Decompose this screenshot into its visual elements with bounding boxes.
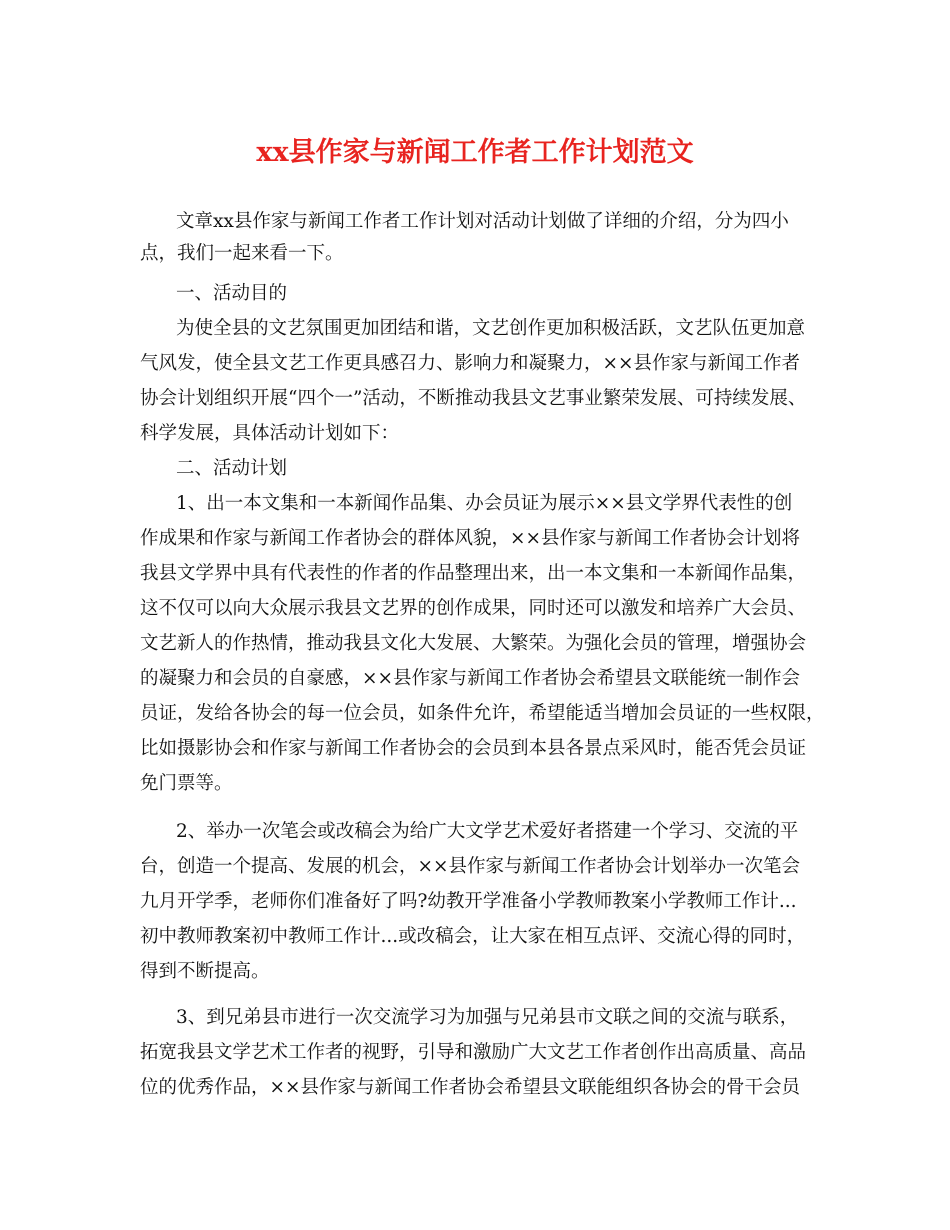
paragraph-line: 免门票等。 — [140, 773, 233, 794]
paragraph-line: 员证，发给各协会的每一位会员，如条件允许，希望能适当增加会员证的一些权限， — [140, 703, 825, 724]
paragraph-line: 1、出一本文集和一本新闻作品集、办会员证为展示××县文学界代表性的创 — [176, 493, 793, 514]
paragraph-line: 九月开学季，老师你们准备好了吗?幼教开学准备小学教师教案小学教师工作计... — [140, 891, 797, 912]
paragraph-line: 为使全县的文艺氛围更加团结和谐，文艺创作更加积极活跃，文艺队伍更加意 — [176, 318, 806, 339]
paragraph-line: 文艺新人的作热情，推动我县文化大发展、大繁荣。为强化会员的管理，增强协会 — [140, 633, 807, 654]
paragraph-line: 拓宽我县文学艺术工作者的视野，引导和激励广大文艺工作者创作出高质量、高品 — [140, 1042, 807, 1063]
paragraph-line: 2、举办一次笔会或改稿会为给广大文学艺术爱好者搭建一个学习、交流的平 — [176, 821, 799, 842]
paragraph-line: 协会计划组织开展“四个一”活动，不断推动我县文艺事业繁荣发展、可持续发展、 — [140, 388, 807, 409]
section-heading: 一、活动目的 — [176, 283, 288, 304]
paragraph-line: 文章xx县作家与新闻工作者工作计划对活动计划做了详细的介绍，分为四小 — [176, 211, 789, 232]
paragraph-line: 这不仅可以向大众展示我县文艺界的创作成果，同时还可以激发和培养广大会员、 — [140, 598, 807, 619]
paragraph-line: 位的优秀作品，××县作家与新闻工作者协会希望县文联能组织各协会的骨干会员 — [140, 1077, 801, 1098]
paragraph-line: 台，创造一个提高、发展的机会，××县作家与新闻工作者协会计划举办一次笔会 — [140, 856, 801, 877]
paragraph-line: 初中教师教案初中教师工作计...或改稿会，让大家在相互点评、交流心得的同时， — [140, 926, 806, 947]
paragraph-line: 气风发，使全县文艺工作更具感召力、影响力和凝聚力，××县作家与新闻工作者 — [140, 353, 801, 374]
paragraph-line: 科学发展，具体活动计划如下： — [140, 423, 400, 444]
paragraph-line: 点，我们一起来看一下。 — [140, 243, 344, 264]
paragraph-line: 作成果和作家与新闻工作者协会的群体风貌，××县作家与新闻工作者协会计划将 — [140, 528, 801, 549]
paragraph-line: 的凝聚力和会员的自豪感，××县作家与新闻工作者协会希望县文联能统一制作会 — [140, 668, 801, 689]
paragraph-line: 得到不断提高。 — [140, 961, 270, 982]
paragraph-line: 3、到兄弟县市进行一次交流学习为加强与兄弟县市文联之间的交流与联系， — [176, 1007, 799, 1028]
document-title: xx县作家与新闻工作者工作计划范文 — [256, 137, 694, 168]
paragraph-line: 我县文学界中具有代表性的作者的作品整理出来，出一本文集和一本新闻作品集， — [140, 563, 807, 584]
section-heading: 二、活动计划 — [176, 458, 288, 479]
paragraph-line: 比如摄影协会和作家与新闻工作者协会的会员到本县各景点采风时，能否凭会员证 — [140, 738, 807, 759]
